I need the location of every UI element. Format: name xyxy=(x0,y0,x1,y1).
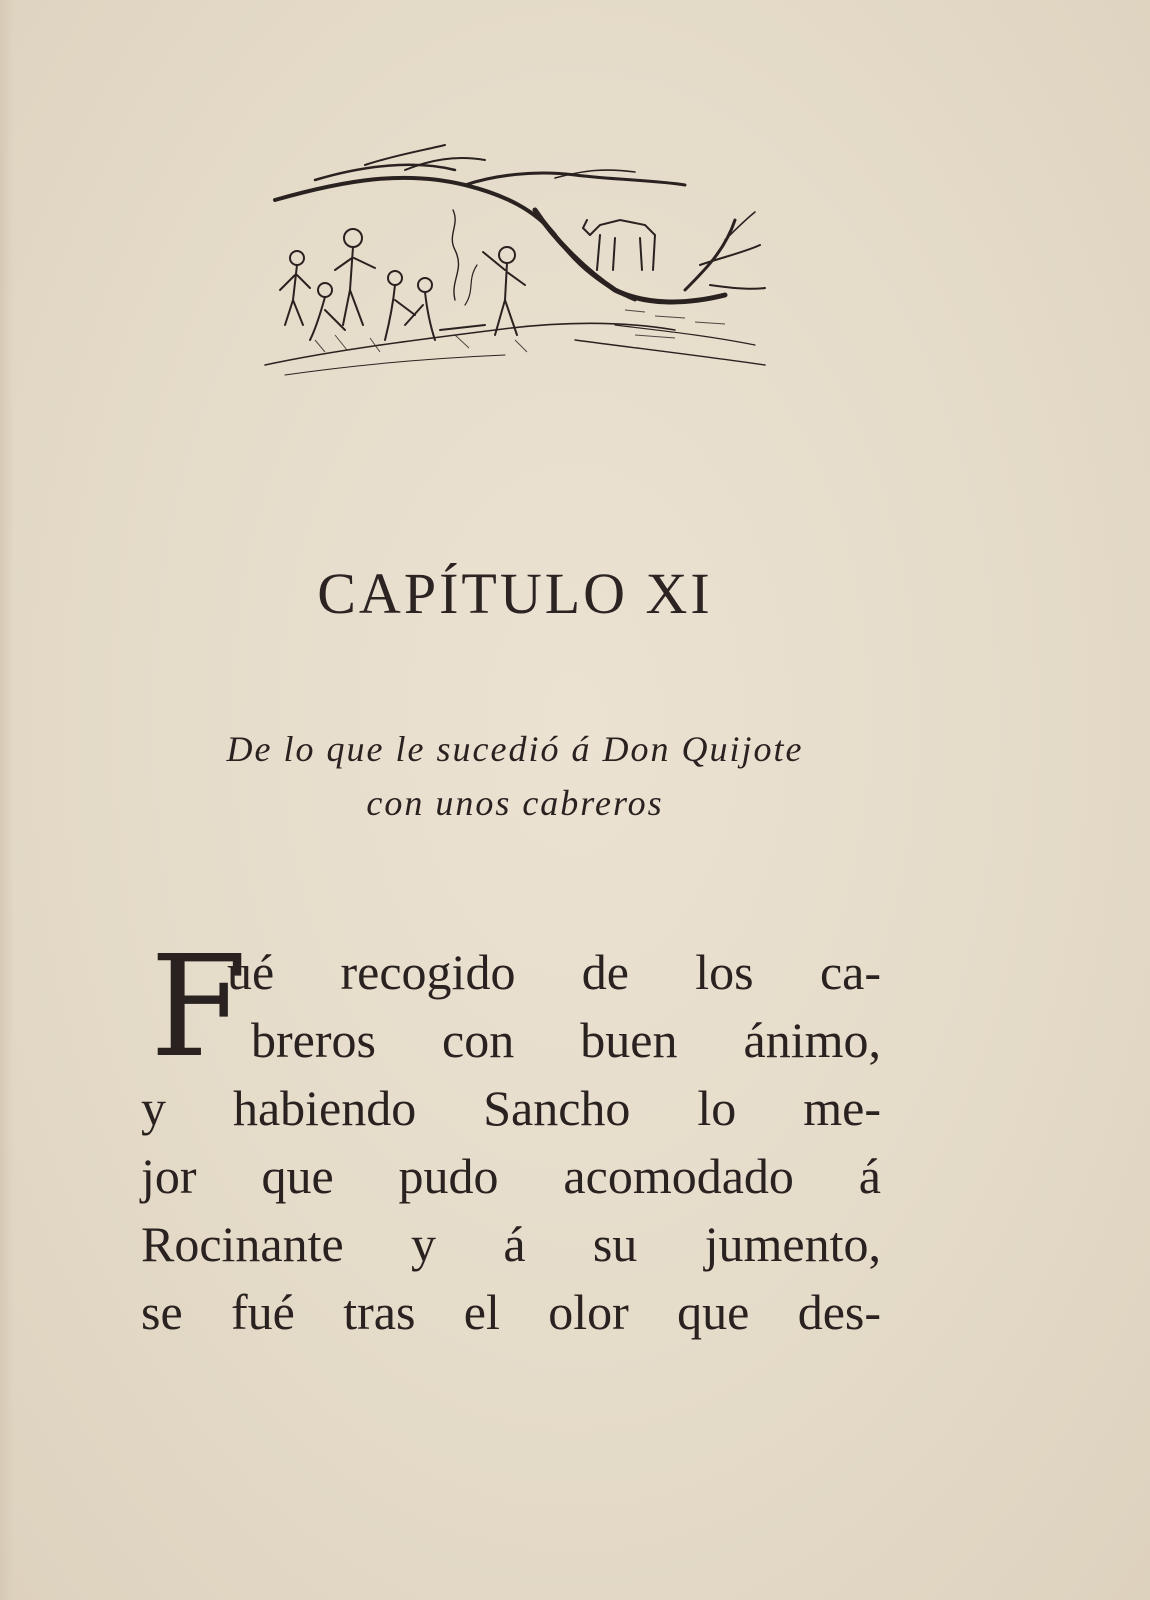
drop-cap-initial: F xyxy=(150,926,248,1089)
body-line: jor que pudo acomodado á xyxy=(141,1148,881,1204)
body-line: y habiendo Sancho lo me- xyxy=(141,1080,881,1136)
body-line: ué recogido de los ca- xyxy=(227,944,881,1000)
chapter-subtitle-line-2: con unos cabreros xyxy=(366,783,664,823)
chapter-title: CAPÍTULO XI xyxy=(317,561,713,626)
body-line: se fué tras el olor que des- xyxy=(141,1284,881,1340)
vignette-illustration xyxy=(255,140,775,380)
body-line: breros con buen ánimo, xyxy=(251,1012,881,1068)
body-line: Rocinante y á su jumento, xyxy=(141,1216,881,1272)
chapter-subtitle-line-1: De lo que le sucedió á Don Quijote xyxy=(226,729,804,769)
